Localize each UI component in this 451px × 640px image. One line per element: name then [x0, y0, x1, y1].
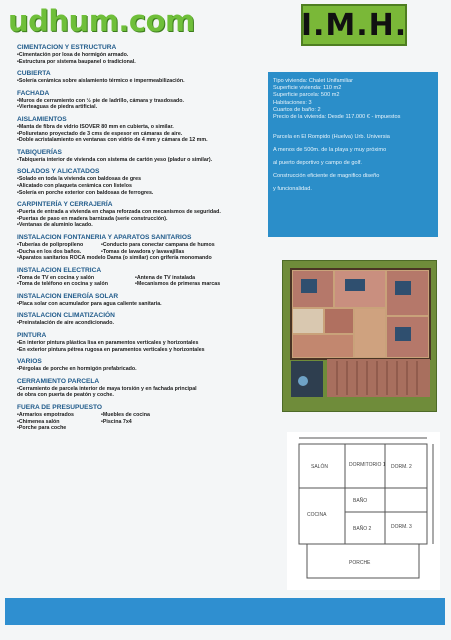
spec-section: [17, 378, 267, 399]
spec-line: •En exterior pintura pétrea rugosa en paramentos verticales y horizontales: [17, 346, 205, 353]
section-title: FUERA DE PRESUPUESTO: [17, 404, 103, 412]
spec-line: •Mecanismos de primeras marcas: [135, 281, 221, 288]
info-line: y funcionalidad.: [273, 186, 312, 193]
spec-line: •Toma de TV en cocina y salón: [17, 274, 95, 281]
spec-line: •Pérgolas de porche en hormigón prefabricado.: [17, 366, 137, 373]
spec-line: •Solería en porche exterior con baldosas de ferrogres.: [17, 189, 154, 196]
spec-line: •Aparatos sanitarios ROCA modelo Dama (o similar) con grifería monomando: [17, 255, 212, 262]
spec-section: [17, 312, 267, 327]
two-column-row: [17, 242, 267, 249]
property-info-box: [268, 72, 438, 237]
watermark: udhum.com: [8, 4, 195, 38]
plan-label: BAÑO: [353, 498, 368, 504]
spec-line: •Preinstalación de aire acondicionado.: [17, 320, 114, 327]
section-title: CERRAMIENTO PARCELA: [17, 377, 100, 385]
section-title: FACHADA: [17, 89, 50, 97]
spec-line: •Puerta de entrada a vivienda en chapa reforzada con mecanismos de seguridad.: [17, 209, 221, 216]
section-title: PINTURA: [17, 332, 47, 340]
spec-line: •Ducha en los dos baños.: [17, 248, 82, 255]
spec-line: •Antena de TV instalada: [135, 274, 196, 281]
info-line: Superficie parcela: 500 m2: [273, 92, 340, 99]
section-title: TABIQUERÍAS: [17, 148, 62, 156]
spacer: [273, 121, 433, 131]
section-title: CUBIERTA: [17, 70, 51, 78]
section-title: VARIOS: [17, 358, 42, 366]
spec-line: •Cimentación por losa de hormigón armado.: [17, 52, 129, 58]
spec-section-presupuesto: [17, 404, 267, 432]
spec-section: [17, 332, 267, 353]
plan-label: COCINA: [307, 512, 327, 518]
spec-section-electrica: [17, 267, 267, 288]
section-title: INSTALACION FONTANERIA Y APARATOS SANITARIOS: [17, 233, 192, 241]
info-line: Cuartos de baño: 2: [273, 106, 321, 113]
spec-section: [17, 116, 267, 144]
plan-label: BAÑO 2: [353, 526, 372, 532]
footer-bar: [5, 598, 445, 625]
spec-section: [17, 90, 267, 111]
spec-line: •Poliuretano proyectado de 3 cms de espesor en cámaras de aire.: [17, 130, 183, 137]
floor-plan-3d-drawing: [283, 261, 436, 411]
spec-section: [17, 201, 267, 229]
spec-line: •Puertas de paso en madera barnizada (serie construcción).: [17, 215, 168, 222]
plan-label: SALÓN: [311, 464, 328, 470]
spec-section: [17, 44, 267, 65]
spec-line: •Solería cerámica sobre aislamiento térmico e impermeabilización.: [17, 78, 185, 85]
spec-line: •Chimenea salón: [17, 418, 60, 425]
info-line: Precio de la vivienda: Desde 117.000 € - impuestos: [273, 114, 401, 121]
section-title: INSTALACION ELECTRICA: [17, 266, 102, 274]
info-line: Superficie vivienda: 110 m2: [273, 85, 342, 92]
plan-label: DORM. 3: [391, 524, 412, 530]
logo-text: I.M.H.: [300, 7, 408, 43]
spec-line: •Placa solar con acumulador para agua caliente sanitaria.: [17, 300, 162, 307]
spec-line: •Muros de cerramiento con ½ pie de ladrillo, cámara y trasdosado.: [17, 97, 184, 104]
spec-line: •En interior pintura plástica lisa en paramentos verticales y horizontales: [17, 340, 199, 347]
spec-section: [17, 70, 267, 85]
spec-section: [17, 293, 267, 308]
spec-line: •Ventanas de aluminio lacado.: [17, 222, 93, 229]
info-line: A menos de 500m. de la playa y muy próximo: [273, 147, 387, 154]
section-title: CIMENTACION Y ESTRUCTURA: [17, 44, 117, 51]
spec-section-fontaneria: [17, 234, 267, 262]
plan-label: PORCHE: [349, 560, 371, 566]
two-column-row: [17, 275, 267, 282]
spec-line: •Porche para coche: [17, 425, 67, 432]
info-line: Habitaciones: 3: [273, 99, 312, 106]
spec-line: •Armarios empotrados: [17, 412, 74, 419]
spec-section: [17, 358, 267, 373]
spec-line: •Doble acristalamiento en ventanas con vidrio de 4 mm y cámara de 12 mm.: [17, 137, 208, 144]
info-line: al puerto deportivo y campo de golf.: [273, 160, 362, 167]
spec-line: •Vierteaguas de piedra artificial.: [17, 104, 98, 111]
spec-line: •Solado en toda la vivienda con baldosas de gres: [17, 176, 142, 183]
spec-line: •Toma de teléfono en cocina y salón: [17, 281, 108, 288]
two-column-row: [17, 419, 267, 426]
plan-label: DORM. 2: [391, 464, 412, 470]
floor-plan-2d-image: [287, 432, 440, 590]
spec-line: •Tuberías de polipropileno: [17, 241, 84, 248]
info-line: Parcela en El Rompido (Huelva) Urb. Universia: [273, 134, 390, 141]
spec-line: •Tabiquería interior de vivienda con sistema de cartón yeso (pladur o similar).: [17, 156, 213, 163]
specifications-column: [17, 44, 267, 437]
spec-line: •Manta de fibra de vidrio ISOVER 80 mm en cubierta, o similar.: [17, 123, 174, 130]
info-line: Tipo vivienda: Chalet Unifamiliar: [273, 78, 354, 84]
spec-line: de obra con puerta de peatón y coche.: [17, 392, 114, 399]
info-line: Construcción eficiente de magnifico diseño: [273, 173, 380, 180]
company-logo: [301, 4, 407, 46]
spec-line: •Muebles de cocina: [101, 412, 150, 419]
floor-plan-2d-drawing: [287, 432, 440, 590]
spec-line: •Piscina 7x4: [101, 418, 132, 425]
spec-section: [17, 149, 267, 164]
spec-line: •Estructura por sistema baupanel o tradicional.: [17, 58, 136, 65]
spec-line: •Tomas de lavadora y lavavajillas: [101, 248, 185, 255]
floor-plan-3d-image: [282, 260, 437, 412]
spec-section: [17, 168, 267, 196]
spec-line: •Conducto para conectar campana de humos: [101, 241, 215, 248]
spec-line: •Alicatado con plaqueta cerámica con listelos: [17, 182, 132, 189]
location-text: [273, 131, 433, 196]
section-title: AISLAMIENTOS: [17, 115, 67, 123]
two-column-row: [17, 281, 267, 288]
section-title: SOLADOS Y ALICATADOS: [17, 168, 100, 176]
section-title: INSTALACION ENERGÍA SOLAR: [17, 292, 119, 300]
spec-line: •Cerramiento de parcela interior de maya torsión y en fachada principal: [17, 385, 197, 392]
plan-label: DORMITORIO 1: [349, 462, 386, 468]
two-column-row: [17, 412, 267, 419]
section-title: INSTALACION CLIMATIZACIÓN: [17, 312, 115, 320]
section-title: CARPINTERÍA Y CERRAJERÍA: [17, 201, 113, 209]
two-column-row: [17, 249, 267, 256]
